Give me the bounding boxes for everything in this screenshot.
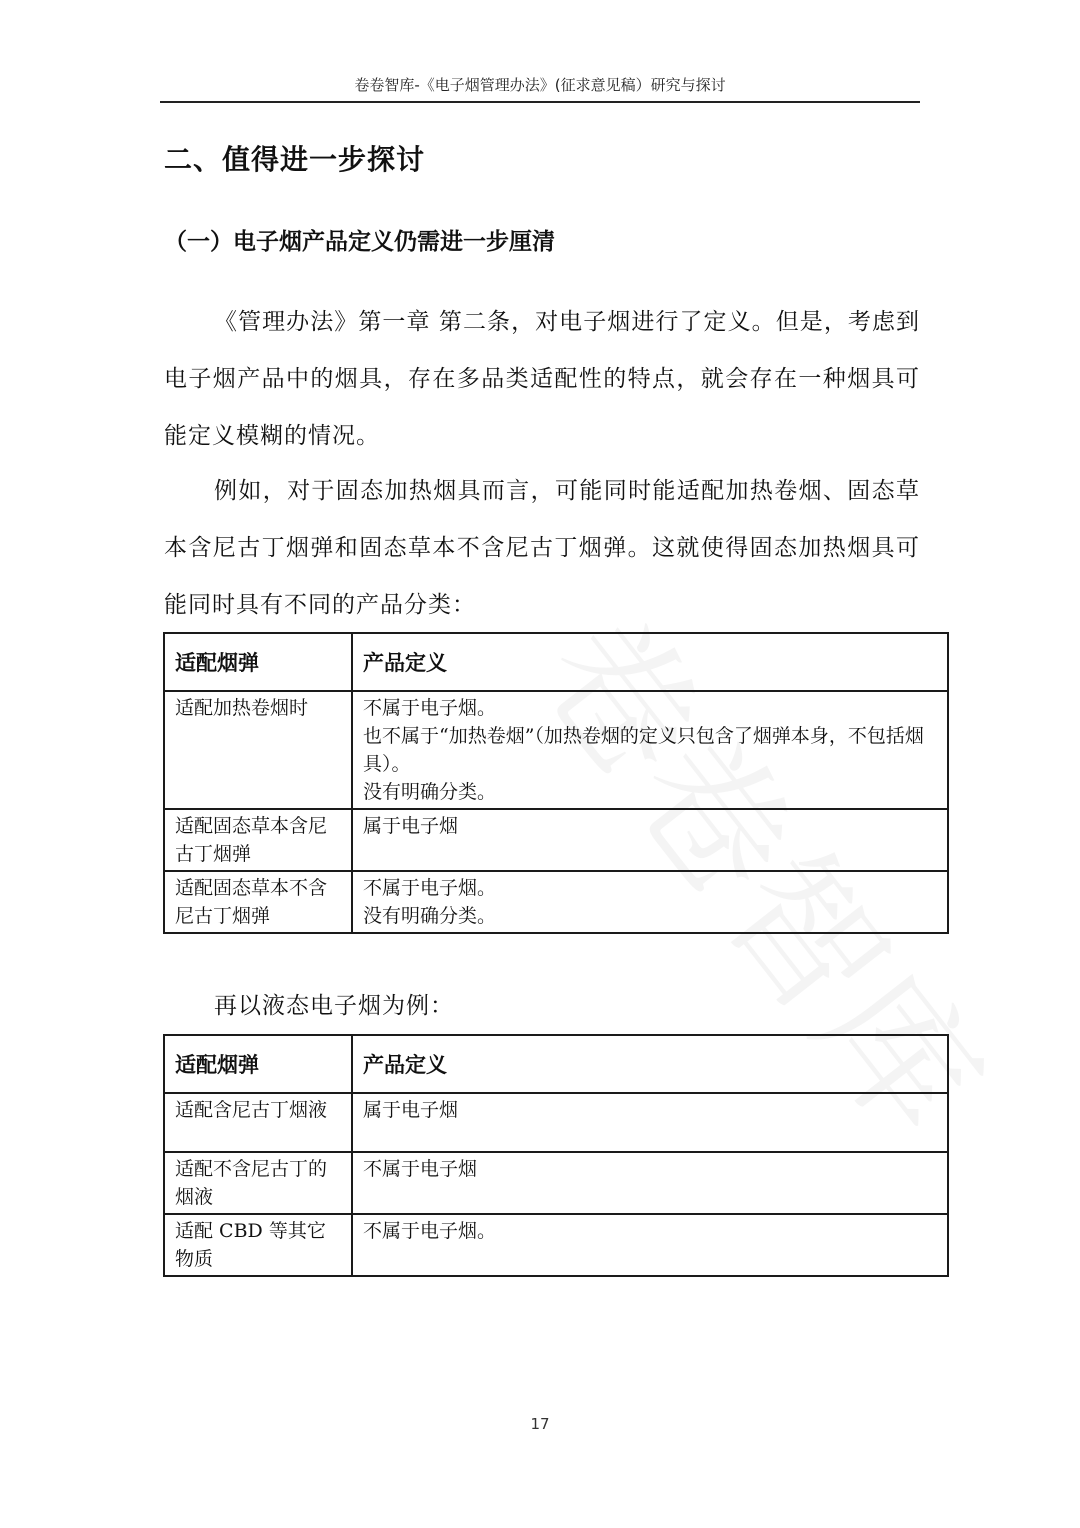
definition-line: 也不属于“加热卷烟”（加热卷烟的定义只包含了烟弹本身，不包括烟具）。 — [363, 725, 924, 775]
cartridge-cell: 适配加热卷烟时 — [164, 691, 352, 809]
table-row — [164, 809, 948, 871]
table-row — [164, 871, 948, 933]
definition-line: 不属于电子烟 — [363, 1158, 478, 1180]
definition-line: 不属于电子烟。 — [363, 1220, 497, 1242]
definition-line: 不属于电子烟。 — [363, 877, 497, 899]
solid-heating-classification-table — [163, 632, 949, 934]
cartridge-cell: 适配固态草本含尼古丁烟弹 — [164, 809, 352, 871]
table-row — [164, 1093, 948, 1152]
definition-cell — [352, 1093, 948, 1152]
cartridge-cell: 适配不含尼古丁的烟液 — [164, 1152, 352, 1214]
cartridge-cell: 适配 CBD 等其它物质 — [164, 1214, 352, 1276]
definition-cell — [352, 1152, 948, 1214]
definition-cell — [352, 1214, 948, 1276]
definition-line: 属于电子烟 — [363, 815, 459, 837]
column-header-definition: 产品定义 — [352, 633, 948, 691]
liquid-classification-table — [163, 1034, 949, 1277]
definition-line: 没有明确分类。 — [363, 781, 497, 803]
column-header-definition: 产品定义 — [352, 1035, 948, 1093]
page-number: 17 — [530, 1415, 550, 1433]
table-row — [164, 1214, 948, 1276]
cartridge-cell: 适配含尼古丁烟液 — [164, 1093, 352, 1152]
subsection-title: （一）电子烟产品定义仍需进一步厘清 — [164, 229, 555, 255]
definition-cell — [352, 691, 948, 809]
definition-line: 属于电子烟 — [363, 1099, 459, 1121]
table-row — [164, 1152, 948, 1214]
section-title: 二、值得进一步探讨 — [164, 143, 426, 176]
definition-cell — [352, 871, 948, 933]
definition-cell — [352, 809, 948, 871]
column-header-cartridge: 适配烟弹 — [164, 1035, 352, 1093]
cartridge-cell: 适配固态草本不含尼古丁烟弹 — [164, 871, 352, 933]
table-header-row — [164, 633, 948, 691]
column-header-cartridge: 适配烟弹 — [164, 633, 352, 691]
paragraph-example-liquid: 再以液态电子烟为例： — [214, 993, 454, 1019]
definition-line: 没有明确分类。 — [363, 905, 497, 927]
table-header-row — [164, 1035, 948, 1093]
paragraph-example-solid: 例如，对于固态加热烟具而言，可能同时能适配加热卷烟、固态草本含尼古丁烟弹和固态草本不含尼古丁烟弹。这就使得固态加热烟具可能同时具有不同的产品分类： — [164, 478, 920, 618]
table-row — [164, 691, 948, 809]
running-header: 卷卷智库-《电子烟管理办法》(征求意见稿）研究与探讨 — [160, 70, 920, 103]
paragraph-definition: 《管理办法》第一章 第二条，对电子烟进行了定义。但是，考虑到电子烟产品中的烟具，存在多品类适配性的特点，就会存在一种烟具可能定义模糊的情况。 — [164, 309, 920, 449]
definition-line: 不属于电子烟。 — [363, 697, 497, 719]
